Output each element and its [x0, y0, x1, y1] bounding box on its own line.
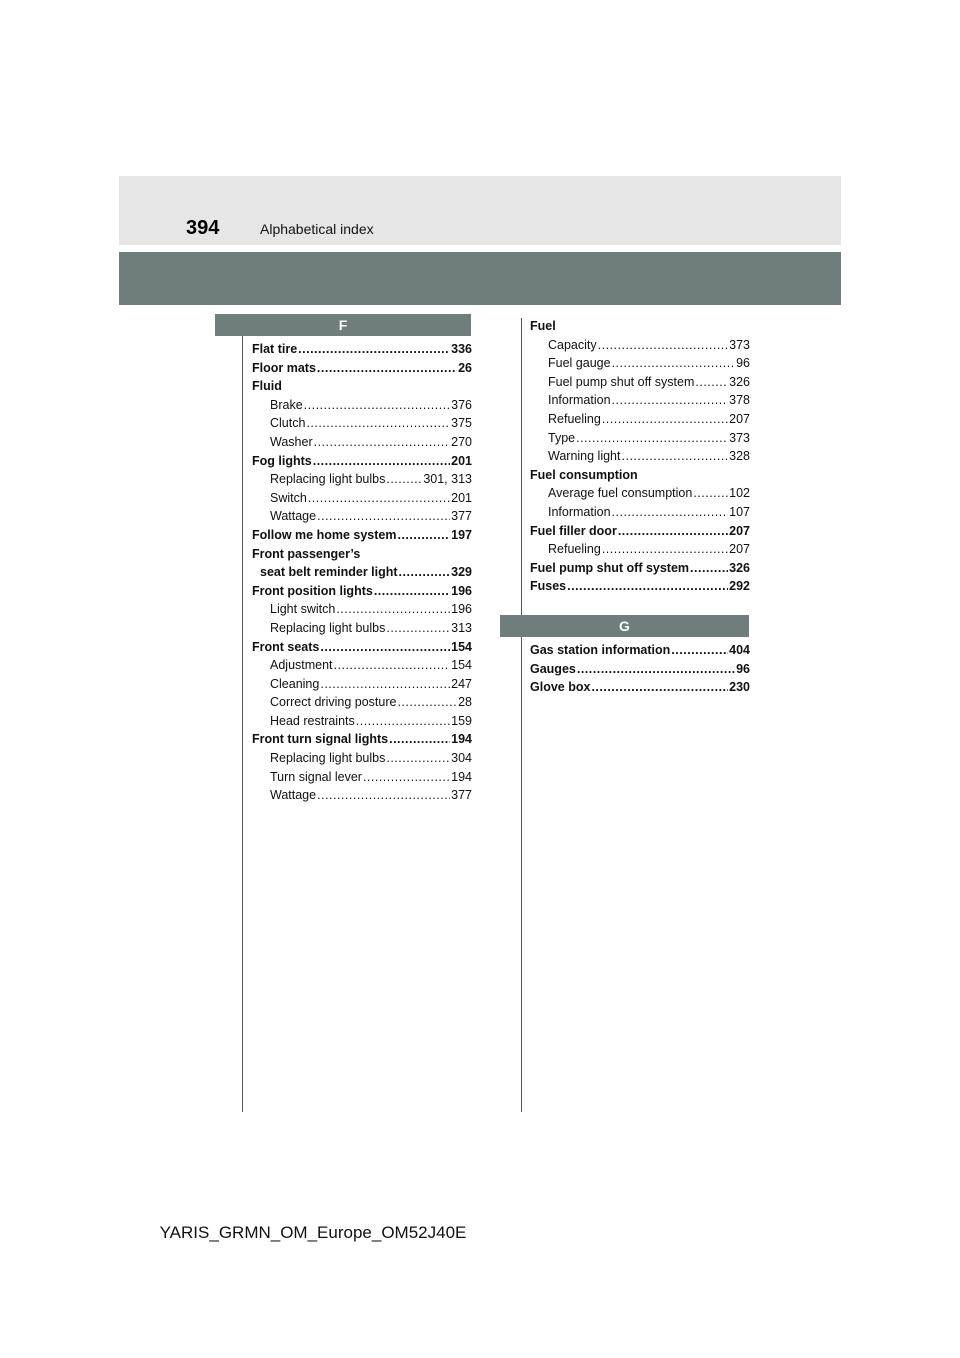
dot-leader [618, 522, 728, 541]
dot-leader [567, 577, 728, 596]
index-entry-label: Front passenger’s [252, 546, 361, 561]
index-entry [530, 410, 750, 429]
index-entry-page[interactable]: 96 [736, 356, 750, 371]
index-entry-label: Wattage [270, 788, 317, 803]
index-entry-page[interactable]: 336 [451, 342, 472, 356]
index-entry [252, 489, 472, 508]
index-entry [252, 414, 472, 433]
dot-leader [386, 470, 422, 489]
index-entry [252, 359, 472, 378]
index-entry-page[interactable]: 378 [729, 393, 750, 408]
index-entry [530, 336, 750, 355]
index-entry-page[interactable]: 230 [729, 680, 750, 695]
index-entry-page[interactable]: 159 [451, 713, 472, 728]
dot-leader [602, 410, 728, 429]
index-entry [252, 507, 472, 526]
index-entry-label: Capacity [548, 337, 597, 352]
index-entry-page[interactable]: 313 [451, 620, 472, 635]
index-entry-label: Floor mats [252, 360, 316, 375]
index-entry-label: Follow me home system [252, 527, 397, 542]
index-entry [252, 656, 472, 675]
dot-leader [386, 749, 450, 768]
index-entry-label: Wattage [270, 509, 317, 524]
dot-leader [577, 660, 735, 679]
dot-leader [317, 359, 457, 378]
dot-leader [374, 582, 450, 601]
index-entry-page[interactable]: 197 [451, 527, 472, 542]
index-entry [252, 526, 472, 545]
index-column-left [252, 340, 472, 805]
index-entry-label: Brake [270, 397, 303, 412]
dot-leader [602, 540, 728, 559]
index-entry-label: Type [548, 430, 576, 445]
index-entry-label: Fuel pump shut off system [530, 560, 690, 575]
index-entry-label: Replacing light bulbs [270, 620, 386, 635]
dot-leader [320, 675, 450, 694]
index-entry-page[interactable]: 375 [451, 416, 472, 431]
dot-leader [306, 414, 450, 433]
dot-leader [313, 452, 450, 471]
index-entry-page[interactable]: 270 [451, 434, 472, 449]
index-entry-label: Turn signal lever [270, 769, 362, 784]
index-entry-label: Fog lights [252, 453, 312, 468]
index-entry-label: Front position lights [252, 583, 373, 598]
index-entry [252, 470, 472, 489]
index-entry-label: Gas station information [530, 643, 671, 657]
dot-leader [397, 526, 450, 545]
index-entry-page[interactable]: 194 [451, 732, 472, 747]
index-entry-label: Fuel consumption [530, 467, 638, 482]
index-entry [252, 582, 472, 601]
dot-leader [690, 559, 728, 578]
dot-leader [314, 433, 451, 452]
dot-leader [612, 503, 729, 522]
dot-leader [693, 484, 728, 503]
section-header-f: F [215, 314, 471, 336]
dot-leader [298, 340, 450, 359]
column-divider-right [521, 318, 522, 1112]
index-entry-page[interactable]: 377 [451, 509, 472, 524]
index-entry-page[interactable]: 28 [458, 695, 472, 710]
header-dark-band [119, 252, 841, 305]
index-entry-label: Fluid [252, 379, 282, 394]
index-entry-page[interactable]: 102 [729, 486, 750, 501]
index-entry [530, 678, 750, 697]
index-entry [530, 484, 750, 503]
dot-leader [336, 600, 450, 619]
dot-leader [622, 447, 729, 466]
index-entry-page[interactable]: 107 [729, 504, 750, 519]
index-entry-label: Correct driving posture [270, 695, 397, 710]
page-number: 394 [186, 217, 220, 239]
index-entry-label: Average fuel consumption [548, 486, 693, 501]
dot-leader [598, 336, 729, 355]
index-entry [530, 373, 750, 392]
index-entry-page[interactable]: 26 [458, 360, 472, 375]
index-entry-label: Information [548, 393, 611, 408]
dot-leader [356, 712, 450, 731]
index-entry [252, 638, 472, 657]
index-entry-page[interactable]: 207 [729, 411, 750, 426]
dot-leader [308, 489, 450, 508]
index-entry-page[interactable]: 292 [729, 579, 750, 594]
index-entry-label: Flat tire [252, 342, 298, 356]
index-entry [530, 660, 750, 679]
page-title: Alphabetical index [260, 221, 374, 237]
index-entry [252, 545, 472, 564]
index-column-right [530, 317, 750, 596]
index-entry [252, 749, 472, 768]
index-entry [530, 317, 750, 336]
index-entry-label: Gauges [530, 661, 576, 676]
dot-leader [304, 396, 450, 415]
index-entry [252, 563, 472, 582]
index-entry [530, 522, 750, 541]
column-divider-left [242, 334, 243, 1112]
index-entry-page[interactable]: 404 [729, 643, 750, 657]
index-entry-label: Front turn signal lights [252, 732, 389, 747]
index-entry-page[interactable]: 373 [729, 430, 750, 445]
index-entry-page[interactable]: 196 [451, 583, 472, 598]
index-entry [530, 577, 750, 596]
index-entry-page[interactable]: 329 [451, 565, 472, 580]
index-entry-page[interactable]: 328 [729, 449, 750, 464]
index-entry [530, 540, 750, 559]
index-entry [530, 391, 750, 410]
dot-leader [612, 354, 736, 373]
index-entry-page[interactable]: 377 [451, 788, 472, 803]
index-entry [252, 600, 472, 619]
dot-leader [591, 678, 728, 697]
index-entry-label: Washer [270, 434, 313, 449]
index-entry-page[interactable]: 154 [451, 639, 472, 654]
index-entry-label: Fuel [530, 319, 556, 333]
index-entry [252, 619, 472, 638]
header-band [119, 176, 841, 245]
index-entry [252, 452, 472, 471]
index-entry-label: Adjustment [270, 658, 333, 673]
dot-leader [317, 786, 450, 805]
index-entry [252, 340, 472, 359]
index-entry-label: Head restraints [270, 713, 355, 728]
dot-leader [576, 429, 728, 448]
index-entry [252, 675, 472, 694]
section-header-g: G [500, 615, 749, 637]
index-entry [252, 712, 472, 731]
index-entry [530, 447, 750, 466]
index-entry [530, 559, 750, 578]
dot-leader [612, 391, 729, 410]
index-entry [530, 641, 750, 660]
index-entry-label: Fuses [530, 579, 567, 594]
dot-leader [399, 563, 451, 582]
index-entry-label: Glove box [530, 680, 591, 695]
index-entry-page[interactable]: 154 [451, 658, 472, 673]
index-entry-page[interactable]: 326 [729, 560, 750, 575]
index-entry-label: Cleaning [270, 676, 320, 691]
index-entry [252, 693, 472, 712]
dot-leader [389, 730, 450, 749]
index-entry-page[interactable]: 373 [729, 337, 750, 352]
dot-leader [695, 373, 728, 392]
index-entry [530, 503, 750, 522]
index-entry-label: Light switch [270, 602, 336, 617]
index-entry-label: Information [548, 504, 611, 519]
dot-leader [671, 641, 728, 660]
document-footer: YARIS_GRMN_OM_Europe_OM52J40E [159, 1223, 467, 1242]
index-entry-page[interactable]: 207 [729, 523, 750, 538]
index-entry-page[interactable]: 194 [451, 769, 472, 784]
index-entry-page[interactable]: 247 [451, 676, 472, 691]
index-entry-page[interactable]: 326 [729, 374, 750, 389]
index-entry-page[interactable]: 201 [451, 453, 472, 468]
index-entry-page[interactable]: 376 [451, 397, 472, 412]
index-entry [252, 768, 472, 787]
index-entry-label: Warning light [548, 449, 621, 464]
dot-leader [317, 507, 450, 526]
index-entry-label: seat belt reminder light [260, 565, 398, 580]
index-entry-label: Fuel gauge [548, 356, 611, 371]
index-entry-label: Replacing light bulbs [270, 751, 386, 766]
index-entry-label: Fuel pump shut off system [548, 374, 695, 389]
index-entry-label: Refueling [548, 411, 601, 426]
index-entry-page[interactable]: 304 [451, 751, 472, 766]
index-entry [252, 377, 472, 396]
index-entry-label: Switch [270, 490, 307, 505]
index-entry-label: Clutch [270, 416, 306, 431]
index-entry-page[interactable]: 201 [451, 490, 472, 505]
index-entry-page[interactable]: 96 [736, 661, 750, 676]
index-entry-page[interactable]: 207 [729, 542, 750, 557]
index-entry [252, 433, 472, 452]
index-entry [252, 396, 472, 415]
dot-leader [320, 638, 450, 657]
dot-leader [397, 693, 457, 712]
index-entry [530, 354, 750, 373]
index-entry-label: Front seats [252, 639, 320, 654]
index-entry-label: Fuel filler door [530, 523, 617, 538]
index-entry-page[interactable]: 301, 313 [423, 472, 472, 487]
dot-leader [334, 656, 451, 675]
index-entry [252, 786, 472, 805]
dot-leader [386, 619, 450, 638]
index-entry-label: Refueling [548, 542, 601, 557]
index-entry [252, 730, 472, 749]
index-entry-page[interactable]: 196 [451, 602, 472, 617]
index-entry-label: Replacing light bulbs [270, 472, 386, 487]
index-column-g [530, 641, 750, 697]
index-entry [530, 466, 750, 485]
dot-leader [363, 768, 450, 787]
index-entry [530, 429, 750, 448]
